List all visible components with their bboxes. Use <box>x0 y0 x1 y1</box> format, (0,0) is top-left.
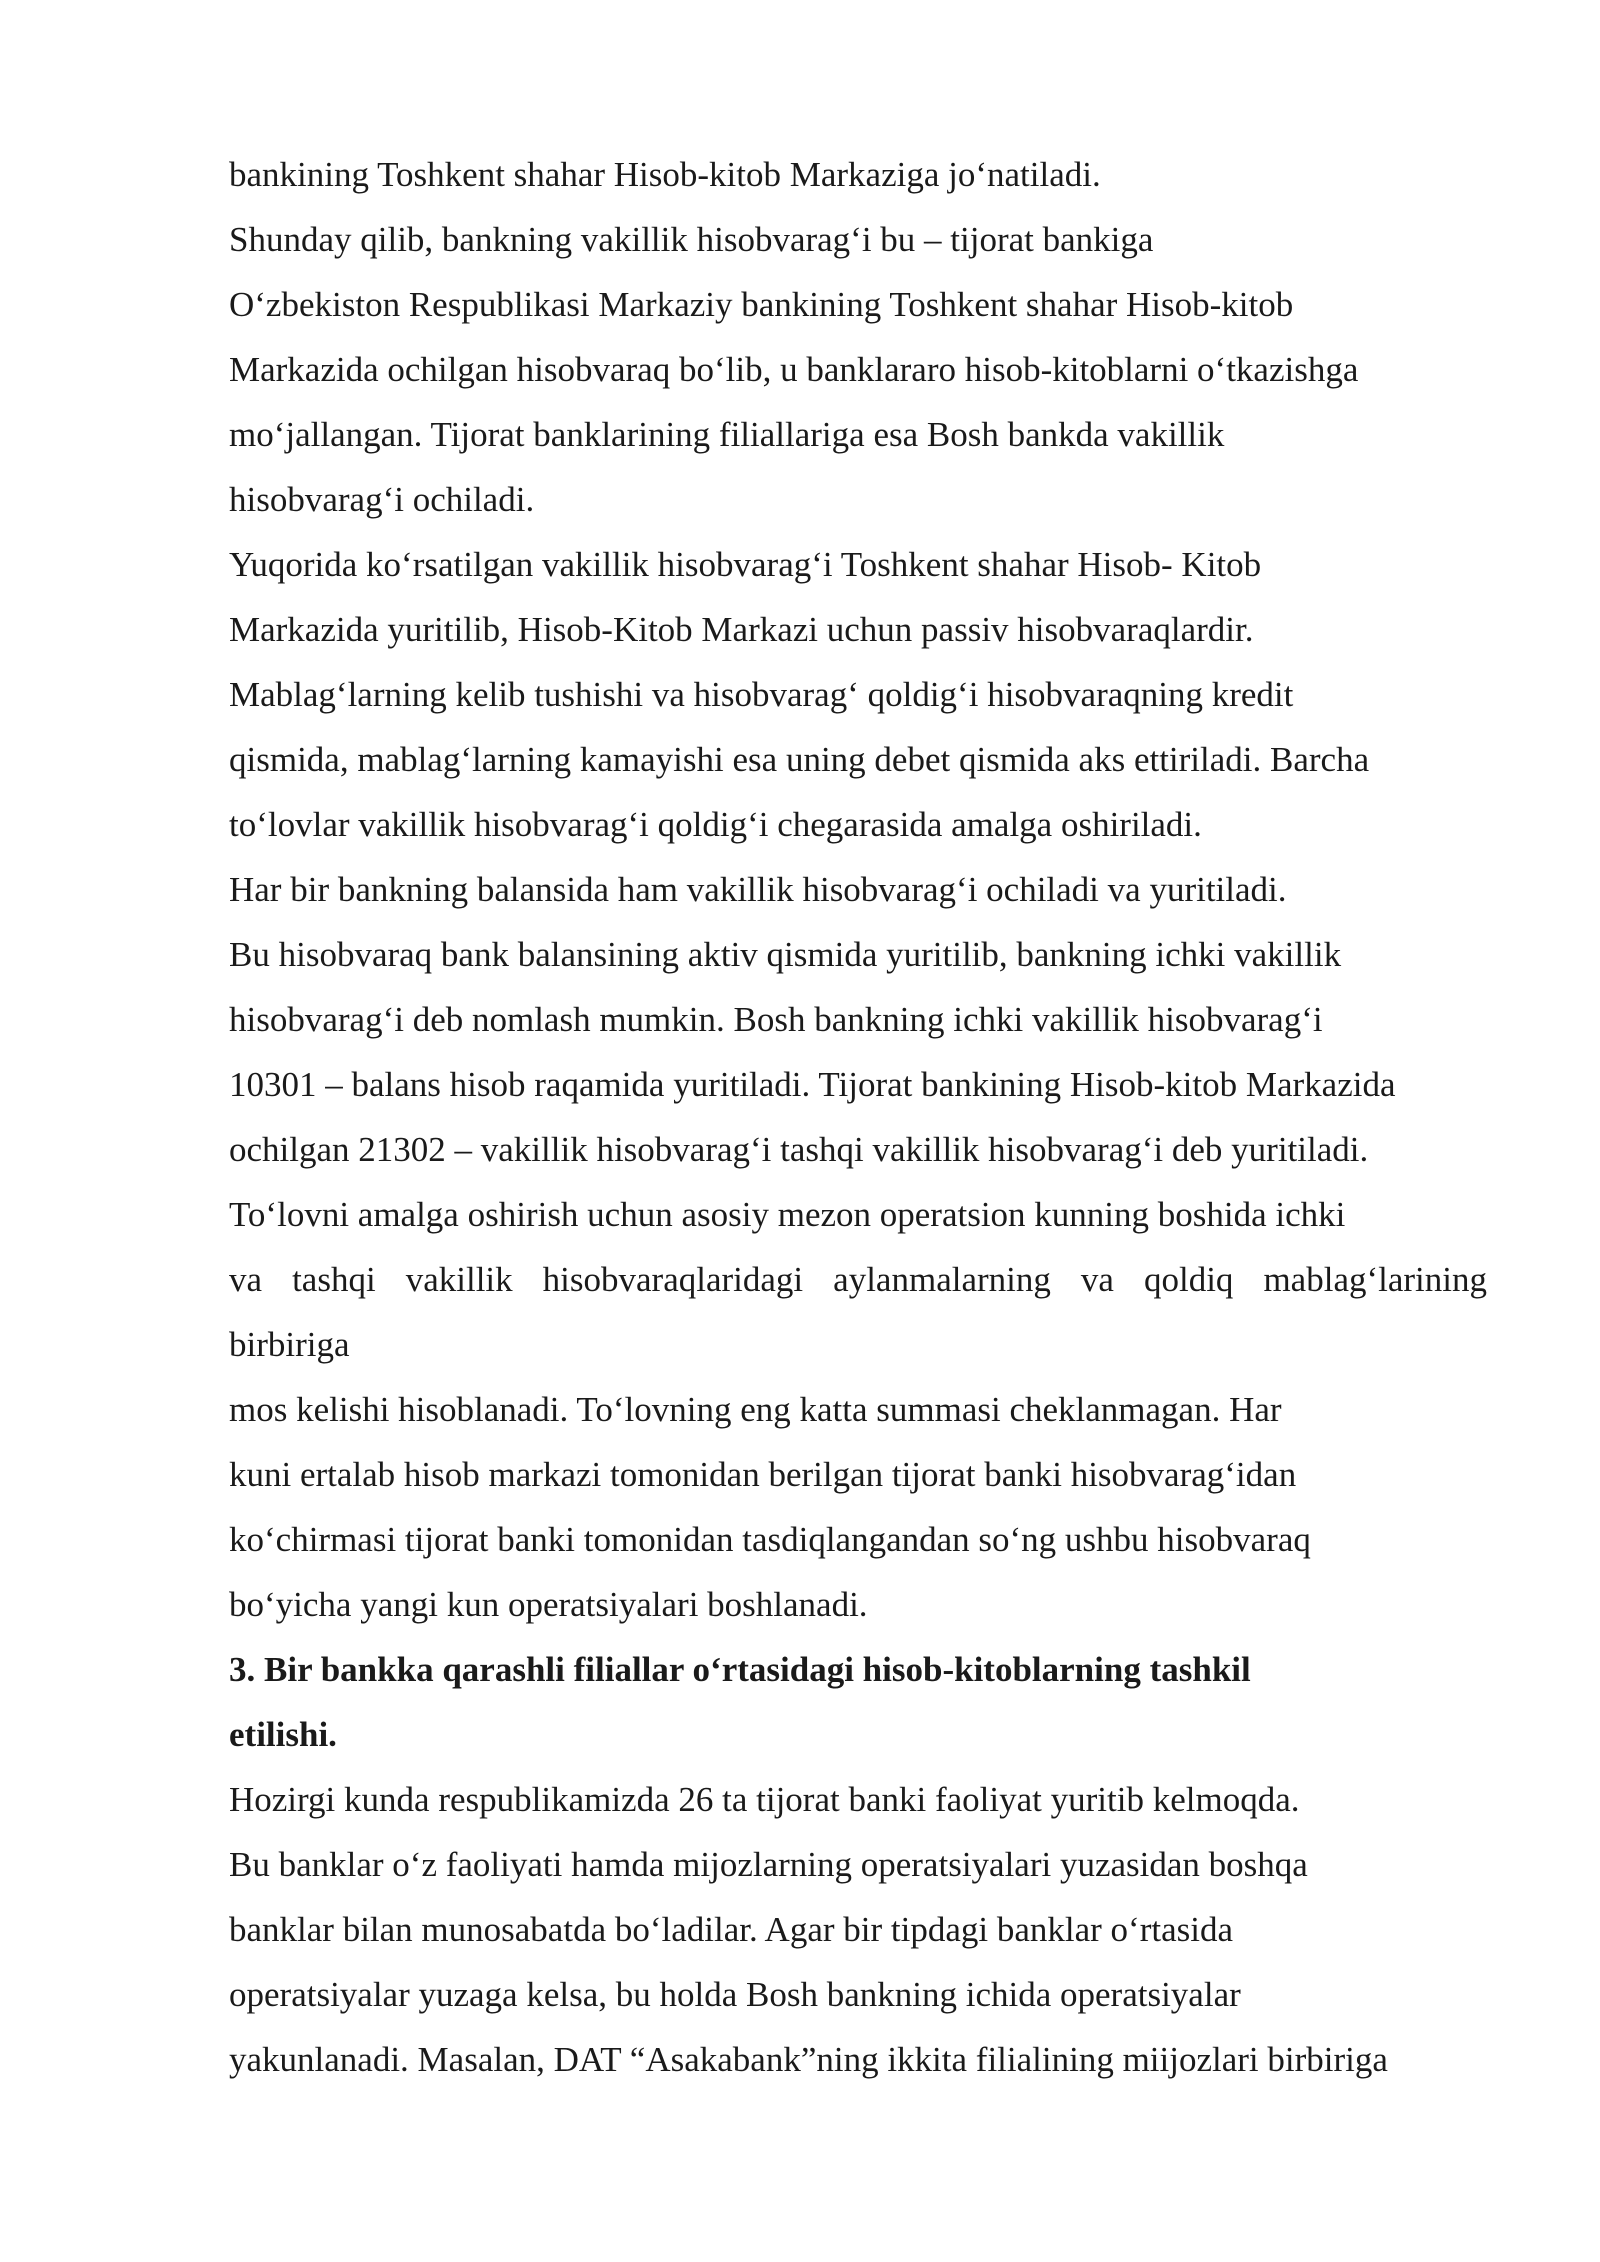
text-line: Markazida yuritilib, Hisob-Kitob Markazi uchun passiv hisobvaraqlardir. <box>229 610 1254 649</box>
section-heading-line: 3. Bir bankka qarashli filiallar o‘rtasidagi hisob-kitoblarning tashkil <box>229 1650 1251 1689</box>
text-line: va tashqi vakillik hisobvaraqlaridagi aylanmalarning va qoldiq mablag‘larining <box>229 1260 1487 1299</box>
text-line: bo‘yicha yangi kun operatsiyalari boshlanadi. <box>229 1585 868 1624</box>
text-line: To‘lovni amalga oshirish uchun asosiy mezon operatsion kunning boshida ichki <box>229 1195 1346 1234</box>
text-line: Yuqorida ko‘rsatilgan vakillik hisobvarag‘i Toshkent shahar Hisob- Kitob <box>229 545 1262 584</box>
text-line: ko‘chirmasi tijorat banki tomonidan tasdiqlangandan so‘ng ushbu hisobvaraq <box>229 1520 1311 1559</box>
text-line: hisobvarag‘i ochiladi. <box>229 480 535 519</box>
text-line: O‘zbekiston Respublikasi Markaziy bankining Toshkent shahar Hisob-kitob <box>229 285 1294 324</box>
text-line: yakunlanadi. Masalan, DAT “Asakabank”ning ikkita filialining miijozlari birbiriga <box>229 2040 1388 2079</box>
text-line: mos kelishi hisoblanadi. To‘lovning eng katta summasi cheklanmagan. Har <box>229 1390 1282 1429</box>
text-line: Bu hisobvaraq bank balansining aktiv qismida yuritilib, bankning ichki vakillik <box>229 935 1342 974</box>
text-line: Bu banklar o‘z faoliyati hamda mijozlarning operatsiyalari yuzasidan boshqa <box>229 1845 1308 1884</box>
text-line: kuni ertalab hisob markazi tomonidan berilgan tijorat banki hisobvarag‘idan <box>229 1455 1297 1494</box>
text-line: Mablag‘larning kelib tushishi va hisobvarag‘ qoldig‘i hisobvaraqning kredit <box>229 675 1294 714</box>
text-line: Shunday qilib, bankning vakillik hisobvarag‘i bu – tijorat bankiga <box>229 220 1154 259</box>
text-line: 10301 – balans hisob raqamida yuritiladi. Tijorat bankining Hisob-kitob Markazida <box>229 1065 1396 1104</box>
text-line: Markazida ochilgan hisobvaraq bo‘lib, u banklararo hisob-kitoblarni o‘tkazishga <box>229 350 1359 389</box>
text-line: mo‘jallangan. Tijorat banklarining filiallariga esa Bosh bankda vakillik <box>229 415 1225 454</box>
text-line: banklar bilan munosabatda bo‘ladilar. Agar bir tipdagi banklar o‘rtasida <box>229 1910 1233 1949</box>
section-heading-line: etilishi. <box>229 1715 337 1754</box>
text-line: birbiriga <box>229 1325 350 1364</box>
text-line: Hozirgi kunda respublikamizda 26 ta tijorat banki faoliyat yuritib kelmoqda. <box>229 1780 1300 1819</box>
text-line: ochilgan 21302 – vakillik hisobvarag‘i tashqi vakillik hisobvarag‘i deb yuritiladi. <box>229 1130 1369 1169</box>
text-line: qismida, mablag‘larning kamayishi esa uning debet qismida aks ettiriladi. Barcha <box>229 740 1370 779</box>
text-line: Har bir bankning balansida ham vakillik hisobvarag‘i ochiladi va yuritiladi. <box>229 870 1287 909</box>
text-line: operatsiyalar yuzaga kelsa, bu holda Bosh bankning ichida operatsiyalar <box>229 1975 1241 2014</box>
text-line: to‘lovlar vakillik hisobvarag‘i qoldig‘i chegarasida amalga oshiriladi. <box>229 805 1202 844</box>
text-line: hisobvarag‘i deb nomlash mumkin. Bosh bankning ichki vakillik hisobvarag‘i <box>229 1000 1323 1039</box>
text-line: bankining Toshkent shahar Hisob-kitob Markaziga jo‘natiladi. <box>229 155 1101 194</box>
